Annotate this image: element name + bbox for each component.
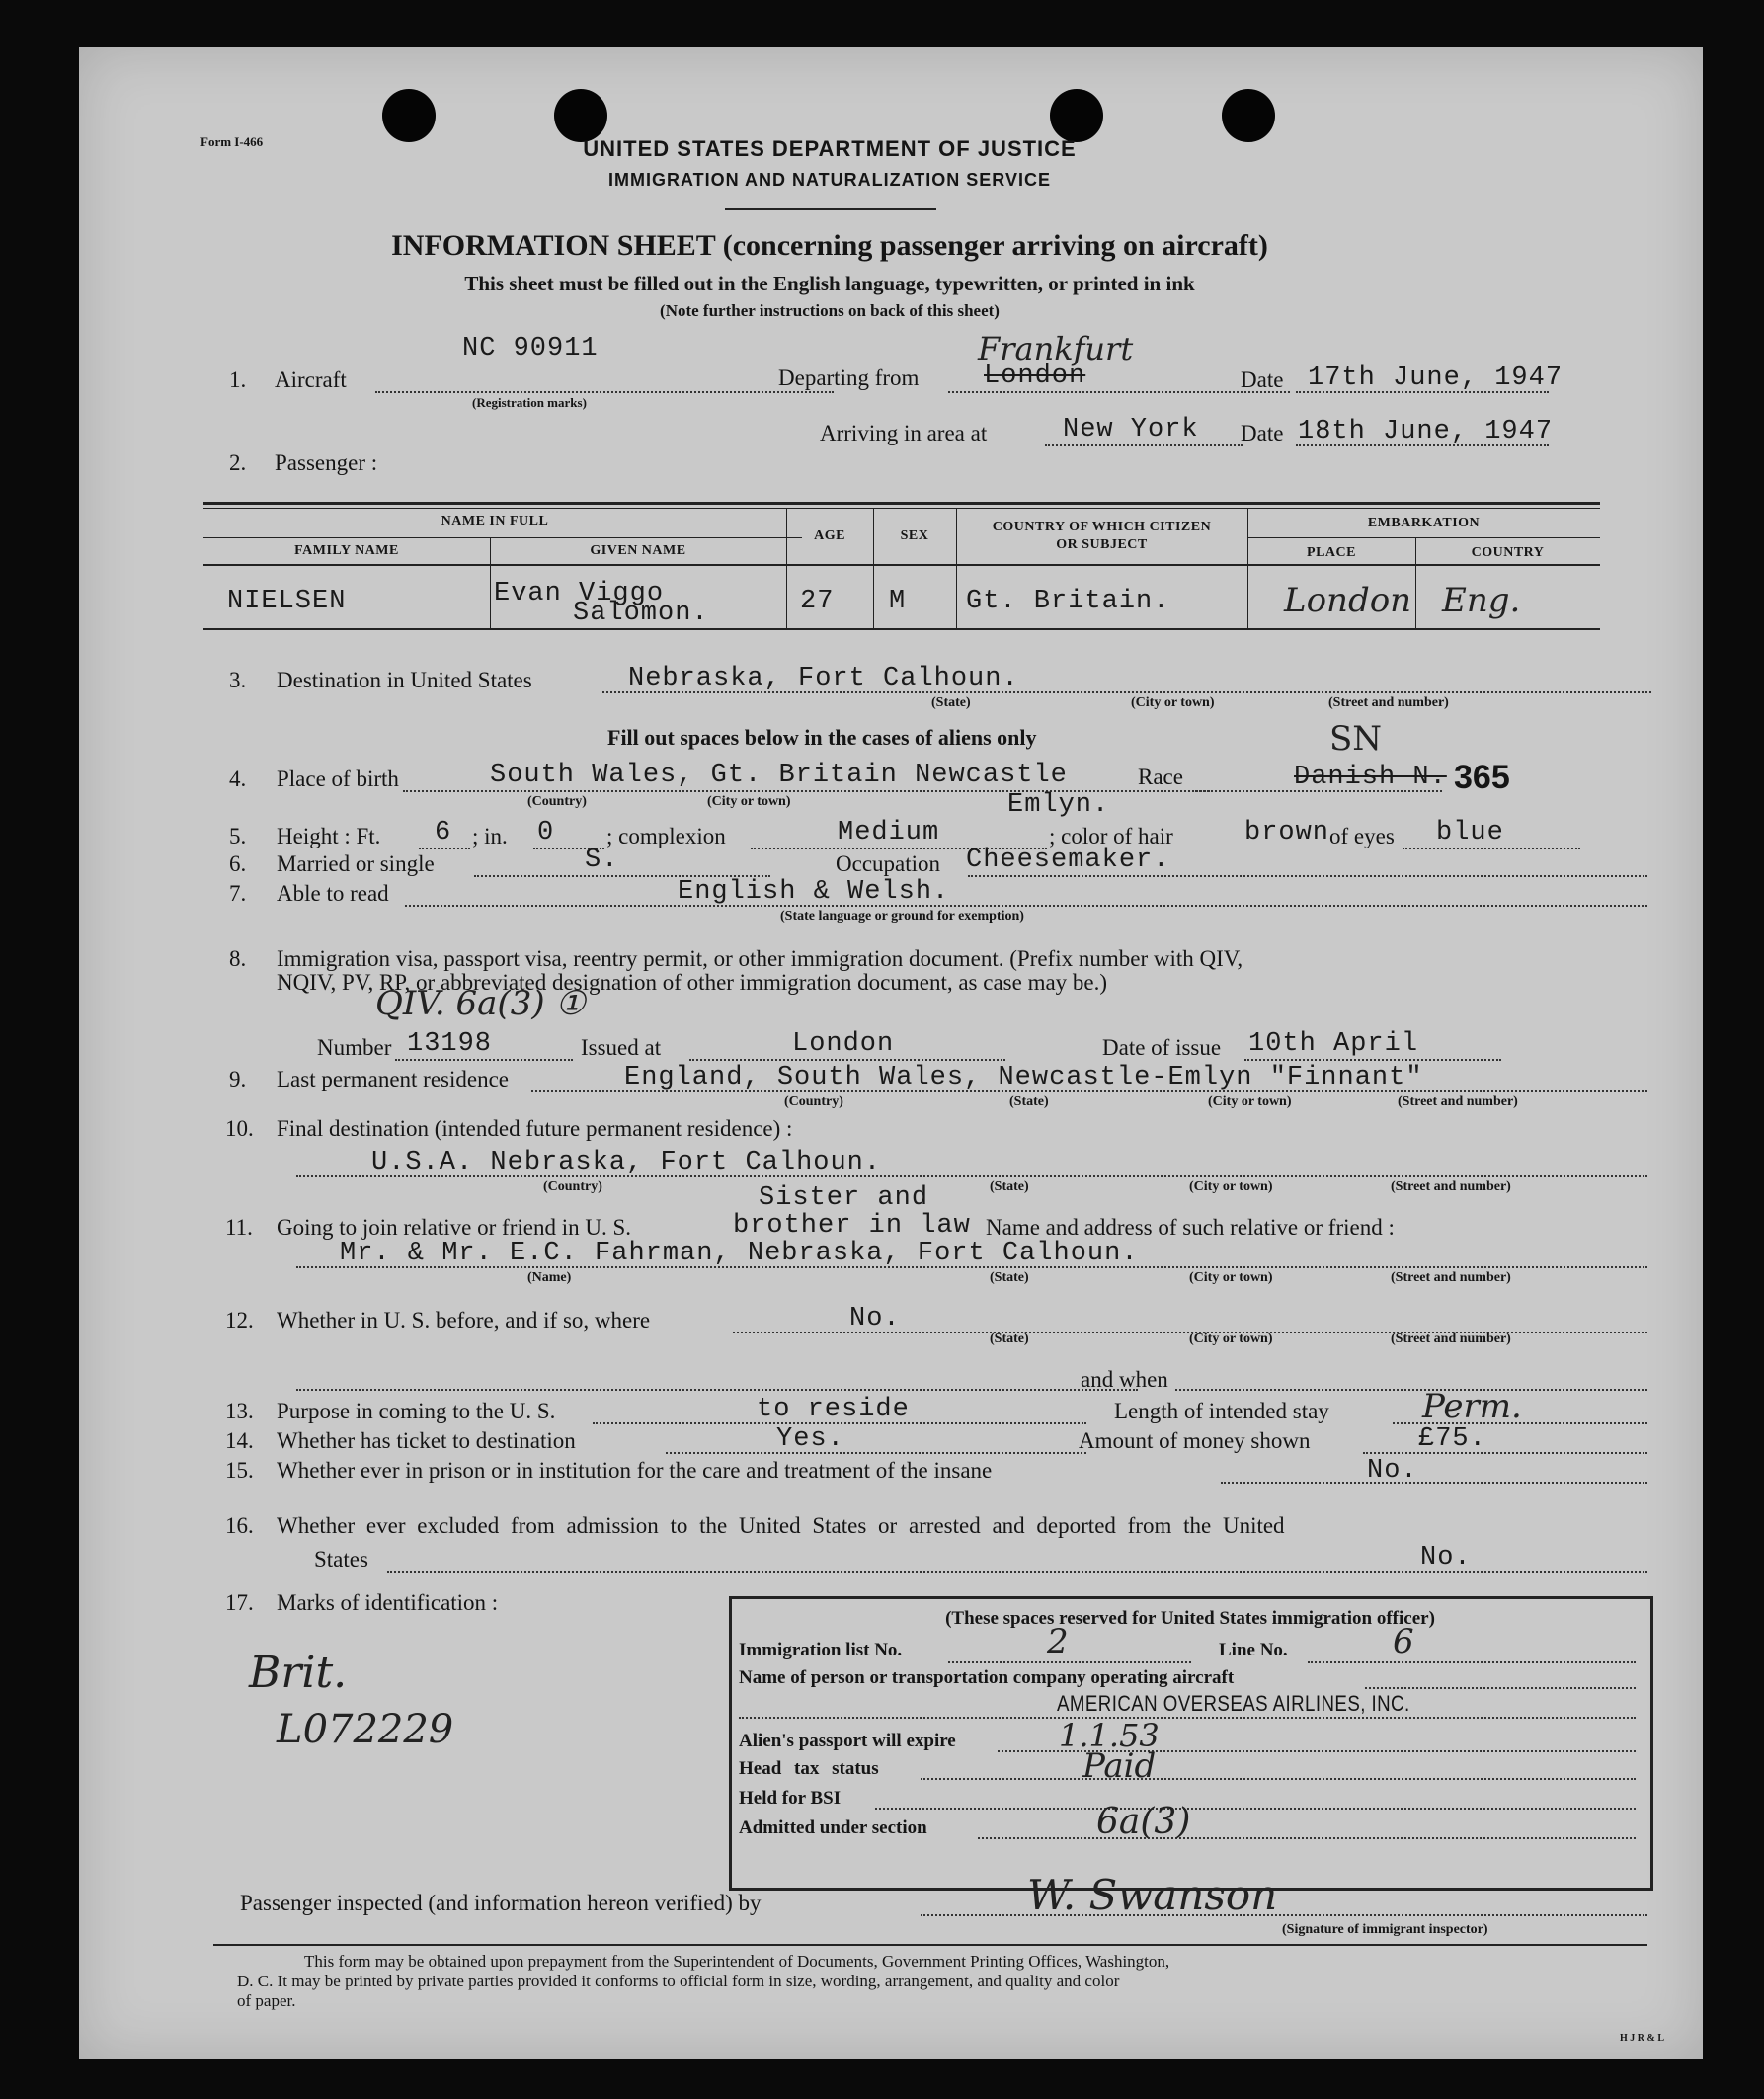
th-embarkation: EMBARKATION [1367,516,1481,530]
departure-date: 17th June, 1947 [1308,363,1564,393]
purpose: to reside [757,1395,910,1424]
service-title: IMMIGRATION AND NATURALIZATION SERVICE [608,170,1051,190]
money-shown: £75. [1418,1424,1486,1454]
q10-cap-street: (Street and number) [1391,1179,1511,1194]
last-residence: England, South Wales, Newcastle-Emlyn "Finnant" [624,1063,1423,1092]
q11-label-a: Going to join relative or friend in U. S. [277,1215,631,1240]
q4-race-label: Race [1138,765,1183,789]
occupation: Cheesemaker. [966,846,1170,875]
company-label: Name of person or transportation company operating aircraft [739,1667,1235,1688]
form-subtitle: This sheet must be filled out in the English language, typewritten, or printed in ink [464,272,1195,295]
form-sheet [79,47,1703,2059]
date-of-issue: 10th April [1248,1029,1419,1059]
q12-when-label: and when [1081,1367,1168,1392]
q7-number: 7. [229,881,247,906]
q7-caption: (State language or ground for exemption) [780,909,1024,924]
q9-label: Last permanent residence [277,1067,509,1091]
q5-number: 5. [229,824,247,848]
footer-rule [213,1944,1647,1946]
q11-relationship: brother in law [733,1211,971,1241]
q12-cap-city: (City or town) [1189,1332,1273,1346]
q13-stay-label: Length of intended stay [1114,1399,1329,1423]
q3-label: Destination in United States [277,668,532,692]
prison-answer: No. [1367,1456,1418,1486]
previous-visit: No. [849,1304,901,1333]
q4-race: Danish N. [1294,763,1447,792]
punch-hole [1050,89,1103,142]
q11-cap-name: (Name) [527,1270,572,1285]
held-for-bsi-label: Held for BSI [739,1788,842,1809]
arrival-date: 18th June, 1947 [1298,417,1554,446]
q8-number: 8. [229,946,247,971]
th-country-l2: OR SUBJECT [1056,537,1148,552]
q10-cap-state: (State) [990,1179,1029,1194]
q8-date-label: Date of issue [1102,1035,1222,1060]
q4-label: Place of birth [277,767,399,791]
hair-color: brown [1244,818,1330,848]
head-tax-label: Head tax status [739,1758,879,1779]
q14-number: 14. [225,1428,254,1453]
admitted-section: 6a(3) [1096,1802,1191,1842]
q17-number: 17. [225,1590,254,1615]
length-of-stay: Perm. [1422,1387,1522,1426]
inspector-signature-caption: (Signature of immigrant inspector) [1282,1922,1488,1937]
inspected-label: Passenger inspected (and information hereon verified) by [240,1891,762,1915]
q12-cap-state: (State) [990,1332,1029,1346]
registration-caption: (Registration marks) [472,395,587,410]
issued-at: London [792,1029,895,1059]
excluded-answer: No. [1420,1543,1472,1573]
officer-box-heading: (These spaces reserved for United States immigration officer) [945,1608,1435,1629]
eye-color: blue [1436,818,1504,848]
q10-cap-country: (Country) [543,1179,602,1194]
q3-cap-city: (City or town) [1131,695,1215,710]
departing-struck: London [984,362,1086,391]
q16-number: 16. [225,1513,254,1538]
q5-hair-label: ; color of hair [1049,824,1173,848]
q9-cap-state: (State) [1009,1094,1049,1109]
q17-label: Marks of identification : [277,1590,499,1615]
inspector-signature: W. Swanson [1027,1871,1278,1919]
q11-cap-city: (City or town) [1189,1270,1273,1285]
q13-number: 13. [225,1399,254,1423]
immigration-list-label: Immigration list No. [739,1640,903,1660]
q3-cap-street: (Street and number) [1328,695,1449,710]
q13-label: Purpose in coming to the U. S. [277,1399,556,1423]
q16-line2: States [314,1547,368,1572]
q5-eyes-label: of eyes [1329,824,1395,848]
complexion: Medium [838,818,940,848]
q5-label: Height : Ft. [277,824,381,848]
q4-cap-city: (City or town) [707,794,791,809]
q8-number-label: Number [317,1035,392,1060]
header-rule [725,208,936,210]
q16-line1: Whether ever excluded from admission to the United States or arrested and deported from the United [277,1513,1285,1538]
q11-number: 11. [225,1215,253,1240]
q10-number: 10. [225,1116,254,1141]
q2-number: 2. [229,450,247,475]
q10-label: Final destination (intended future permanent residence) : [277,1116,793,1141]
identification-mark-2: L072229 [277,1707,454,1752]
department-title: UNITED STATES DEPARTMENT OF JUSTICE [583,136,1077,161]
q4-number: 4. [229,767,247,791]
height-ft: 6 [435,818,452,848]
q4-race-code: 365 [1454,759,1510,796]
immigration-list-no: 2 [1047,1622,1069,1661]
departing-label: Departing from [778,365,920,390]
passport-expire-label: Alien's passport will expire [739,1731,956,1751]
passport-expiry: 1.1.53 [1059,1717,1160,1754]
th-country-l1: COUNTRY OF WHICH CITIZEN [992,520,1212,534]
q12-number: 12. [225,1308,254,1332]
line-no: 6 [1393,1622,1414,1661]
arriving-city: New York [1063,415,1199,444]
languages: English & Welsh. [678,877,950,907]
q5-complexion-label: ; complexion [606,824,726,848]
q6-number: 6. [229,851,247,876]
q8-line2: NQIV, PV, RP, or abbreviated designation of other immigration document, as case may be.) [277,970,1108,995]
departing-handwritten: Frankfurt [978,330,1134,367]
th-family-name: FAMILY NAME [294,543,399,558]
q9-cap-country: (Country) [784,1094,843,1109]
q14-label: Whether has ticket to destination [277,1428,576,1453]
aliens-only-heading: Fill out spaces below in the cases of aliens only [607,725,1037,750]
punch-hole [382,89,436,142]
operating-company: AMERICAN OVERSEAS AIRLINES, INC. [1057,1691,1410,1716]
cell-given-name-1: Evan Viggo [494,579,665,608]
date-label: Date [1241,367,1284,392]
identification-mark-1: Brit. [249,1648,348,1698]
cell-embark-country: Eng. [1442,581,1521,620]
q3-destination: Nebraska, Fort Calhoun. [628,664,1019,693]
document-number: 13198 [407,1029,493,1059]
printer-mark: H J R & L [1620,2033,1664,2044]
th-age: AGE [814,528,845,543]
punch-hole [1222,89,1275,142]
q8-handwritten-annotation: QIV. 6a(3) ① [375,984,586,1023]
th-name-in-full: NAME IN FULL [441,514,549,528]
admitted-under-label: Admitted under section [739,1817,927,1838]
q9-number: 9. [229,1067,247,1091]
th-sex: SEX [900,528,929,543]
q8-issued-label: Issued at [581,1035,662,1060]
q10-cap-city: (City or town) [1189,1179,1273,1194]
q12-label: Whether in U. S. before, and if so, where [277,1308,651,1332]
th-given-name: GIVEN NAME [590,543,686,558]
q4-birthplace: South Wales, Gt. Britain Newcastle [490,761,1068,790]
cell-given-name-2: Salomon. [573,599,709,628]
footer-line2: D. C. It may be printed by private parties provided it conforms to official form in size, wording, arrangement, and quality and color [237,1972,1120,1990]
q14-money-label: Amount of money shown [1079,1428,1311,1453]
form-number: Form I-466 [200,134,264,149]
q3-cap-state: (State) [931,695,971,710]
q4-cap-country: (Country) [527,794,587,809]
form-title: INFORMATION SHEET (concerning passenger arriving on aircraft) [391,229,1268,262]
head-tax-status: Paid [1082,1746,1157,1786]
q7-label: Able to read [277,881,389,906]
q11-label-b: Name and address of such relative or friend : [986,1215,1395,1240]
arrive-date-label: Date [1241,421,1284,445]
final-destination: U.S.A. Nebraska, Fort Calhoun. [371,1148,882,1177]
relative-name-address: Mr. & Mr. E.C. Fahrman, Nebraska, Fort Calhoun. [340,1239,1139,1268]
marital-status: S. [585,846,619,875]
q6-occupation-label: Occupation [836,851,941,876]
q11-cap-state: (State) [990,1270,1029,1285]
q1-aircraft-label: Aircraft [275,367,347,392]
line-no-label: Line No. [1219,1640,1288,1660]
q8-line1: Immigration visa, passport visa, reentry permit, or other immigration document. (Prefix number with QIV, [277,946,1243,971]
footer-line3: of paper. [237,1991,296,2010]
q2-passenger-label: Passenger : [275,450,378,475]
q6-label: Married or single [277,851,435,876]
arriving-label: Arriving in area at [820,421,988,445]
q1-number: 1. [229,367,247,392]
q11-relation-typed-over: Sister and [759,1183,929,1213]
form-note: (Note further instructions on back of this sheet) [660,301,1000,320]
q15-label: Whether ever in prison or in institution for the care and treatment of the insane [277,1458,993,1483]
q5-in-label: ; in. [472,824,508,848]
height-in: 0 [537,818,555,848]
q4-birthplace-2: Emlyn. [1007,790,1110,820]
has-ticket: Yes. [776,1424,844,1454]
q9-cap-city: (City or town) [1208,1094,1292,1109]
th-place: PLACE [1307,545,1356,560]
q3-number: 3. [229,668,247,692]
cell-sex: M [889,587,907,616]
q4-race-handwritten: SN [1329,719,1383,759]
cell-embark-place: London [1284,581,1412,620]
cell-family-name: NIELSEN [227,587,347,616]
q11-cap-street: (Street and number) [1391,1270,1511,1285]
punch-hole [554,89,607,142]
cell-age: 27 [800,587,835,616]
q12-cap-street: (Street and number) [1391,1332,1511,1346]
aircraft-registration: NC 90911 [462,334,599,363]
q15-number: 15. [225,1458,254,1483]
cell-citizen: Gt. Britain. [966,587,1170,616]
th-country: COUNTRY [1471,545,1545,560]
footer-line1: This form may be obtained upon prepayment from the Superintendent of Documents, Government Printing Offices, Washington, [304,1952,1170,1971]
q9-cap-street: (Street and number) [1398,1094,1518,1109]
